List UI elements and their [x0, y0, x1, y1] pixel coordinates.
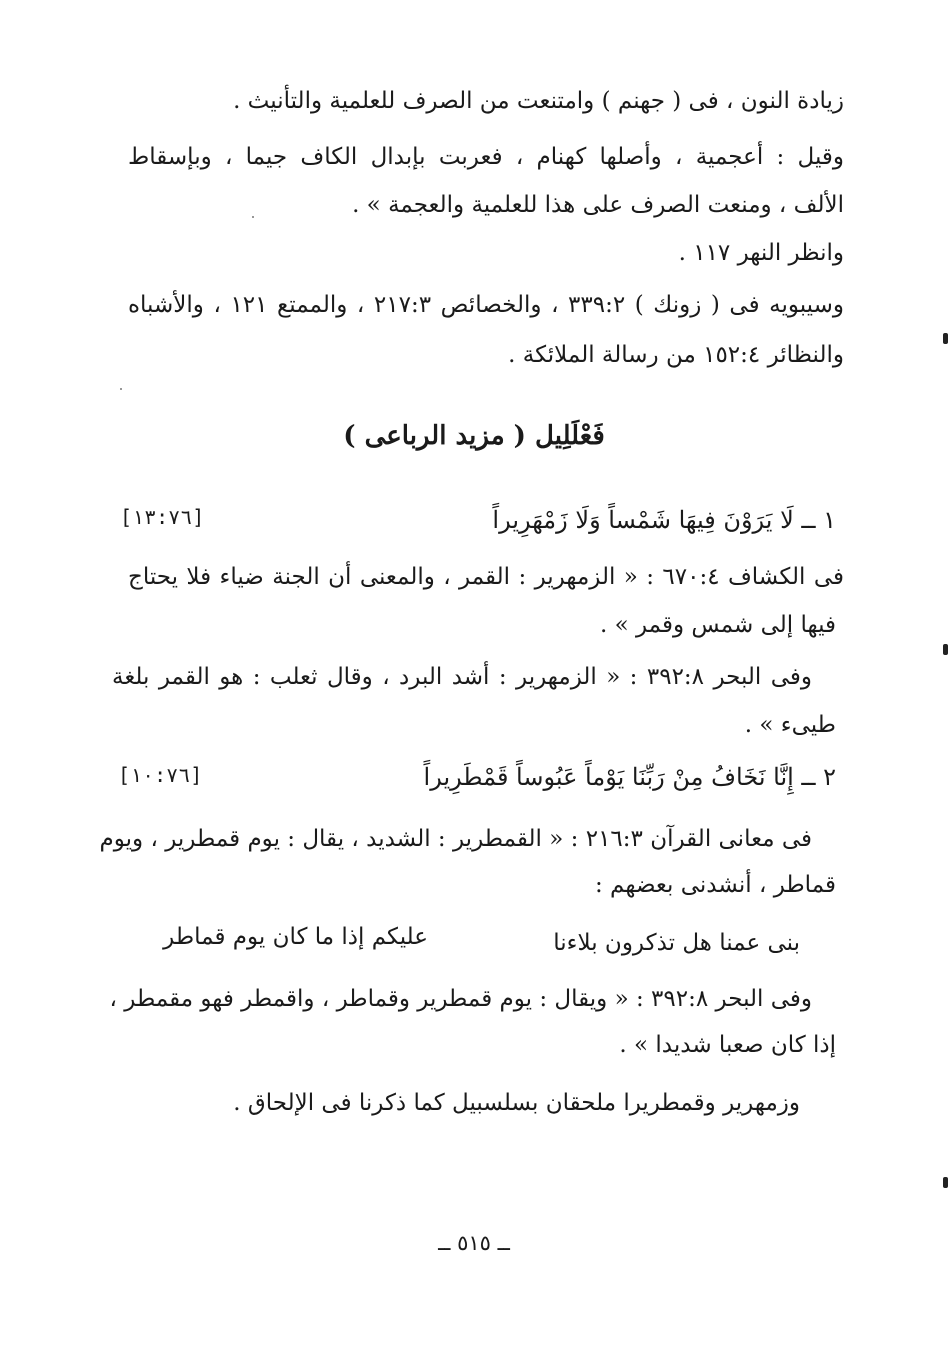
text-line-5: وسيبويه فى ( زونك ) ٣٣٩:٢ ، والخصائص ٢١٧:٣ ، والممتع ١٢١ ، والأشباه	[128, 292, 844, 318]
verse-2-reference: [١٠:٧٦]	[118, 763, 203, 787]
verse-2: ٢ ــ إِنَّا نَخَافُ مِنْ رَبِّنَا يَوْماً عَبُوساً قَمْطَرِيراً	[423, 763, 836, 791]
poem-second-hemistich: عليكم إذا ما كان يوم قماطر	[163, 924, 428, 950]
scan-margin-mark	[943, 1177, 948, 1188]
verse-1: ١ ــ لَا يَرَوْنَ فِيهَا شَمْساً وَلَا زَمْهَرِيراً	[492, 506, 836, 534]
section-title: فَعْلَلِيل ( مزيد الرباعى )	[343, 421, 605, 451]
scan-speck	[120, 388, 122, 390]
poem-first-hemistich: بنى عمنا هل تذكرون بلاءنا	[553, 930, 800, 956]
text-line-12: قماطر ، أنشدنى بعضهم :	[594, 872, 836, 898]
text-line-9: وفى البحر ٣٩٢:٨ : « الزمهرير : أشد البرد ، وقال ثعلب : هو القمر بلغة	[112, 664, 812, 690]
scan-margin-mark	[943, 333, 948, 344]
page-number: ــ ٥١٥ ــ	[438, 1231, 510, 1255]
scan-speck	[252, 216, 254, 218]
text-line-15: وزمهرير وقمطريرا ملحقان بسلسبيل كما ذكرنا فى الإلحاق .	[233, 1090, 800, 1116]
text-line-2: وقيل : أعجمية ، وأصلها كهنام ، فعربت بإبدال الكاف جيما ، وبإسقاط	[128, 144, 844, 170]
text-line-11: فى معانى القرآن ٢١٦:٣ : « القمطرير : الشديد ، يقال : يوم قمطرير ، ويوم	[99, 826, 812, 852]
text-line-6: والنظائر ١٥٢:٤ من رسالة الملائكة .	[508, 342, 844, 368]
text-line-4: وانظر النهر ١١٧ .	[678, 240, 844, 266]
text-line-1: زيادة النون ، فى ( جهنم ) وامتنعت من الصرف للعلمية والتأنيث .	[233, 88, 844, 114]
text-line-3: الألف ، ومنعت الصرف على هذا للعلمية والعجمة » .	[352, 192, 844, 218]
text-line-13: وفى البحر ٣٩٢:٨ : « ويقال : يوم قمطرير وقماطر ، واقمطر فهو مقمطر ،	[109, 986, 812, 1012]
text-line-14: إذا كان صعبا شديدا » .	[619, 1032, 836, 1058]
text-line-10: طيىء » .	[744, 712, 836, 738]
text-line-7: فى الكشاف ٦٧٠:٤ : « الزمهرير : القمر ، والمعنى أن الجنة ضياء فلا يحتاج	[128, 564, 844, 590]
text-line-8: فيها إلى شمس وقمر » .	[599, 612, 836, 638]
scan-margin-mark	[943, 644, 948, 655]
verse-1-reference: [١٣:٧٦]	[120, 505, 205, 529]
